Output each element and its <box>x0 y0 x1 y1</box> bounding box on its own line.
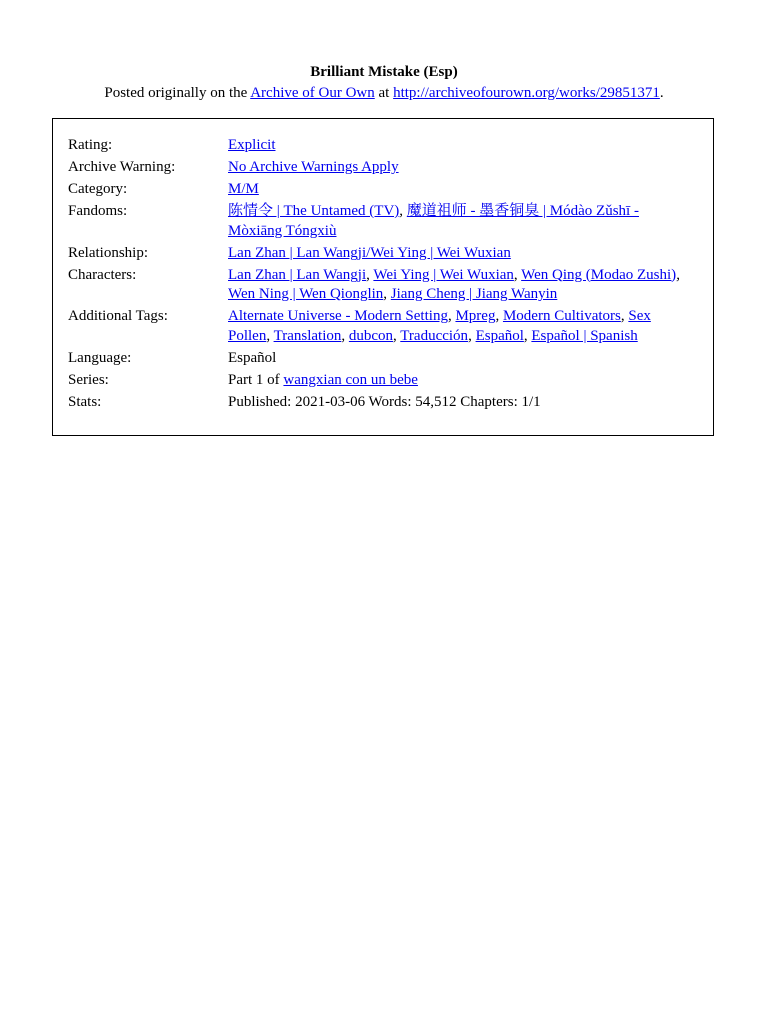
work-meta-box <box>52 118 714 436</box>
tag-link[interactable]: Lan Zhan | Lan Wangji <box>228 266 367 283</box>
additional-tags: Alternate Universe - Modern Setting, Mpreg, Modern Cultivators, Sex Pollen, Translation, dubcon, Traducción, Español, Español | Spanish <box>228 308 651 344</box>
work-title: Brilliant Mistake (Esp) <box>310 64 458 80</box>
tag-link[interactable]: Translation <box>273 327 342 344</box>
tag-link[interactable]: Español <box>475 327 524 344</box>
additional-tags-label: Additional Tags: <box>68 308 168 324</box>
warning-label: Archive Warning: <box>68 159 176 175</box>
posted-line <box>0 83 768 103</box>
rating-label: Rating: <box>68 137 113 153</box>
work-meta-table <box>68 136 698 415</box>
meta-row-series <box>68 371 698 391</box>
rating-tags <box>228 136 688 156</box>
tag-link[interactable]: Jiang Cheng | Jiang Wanyin <box>390 286 558 302</box>
at-text: at <box>374 85 394 101</box>
meta-row-category <box>68 180 698 200</box>
warning-tags <box>228 158 688 178</box>
tag-link[interactable]: Modern Cultivators <box>502 308 621 324</box>
series-prefix: Part 1 of <box>228 371 284 388</box>
tag-link[interactable]: No Archive Warnings Apply <box>228 159 399 175</box>
meta-row-fandoms <box>68 202 698 241</box>
fandoms-label: Fandoms: <box>68 203 128 219</box>
meta-row-characters <box>68 266 698 305</box>
tag-link[interactable]: Español | Spanish <box>531 327 638 344</box>
tag-link[interactable]: Mpreg <box>455 308 496 324</box>
work-url-link[interactable]: http://archiveofourown.org/works/29851371 <box>393 85 660 101</box>
meta-row-relationship <box>68 244 698 264</box>
series-label: Series: <box>68 371 109 388</box>
posted-prefix: Posted originally on the <box>104 85 251 101</box>
tag-link[interactable]: Alternate Universe - Modern Setting <box>228 308 448 324</box>
meta-row-rating <box>68 136 698 156</box>
tag-link[interactable]: Sex Pollen <box>228 308 651 344</box>
meta-row-stats <box>68 393 698 413</box>
language-value: Español <box>228 349 277 366</box>
tag-link[interactable]: Wei Ying | Wei Wuxian <box>373 266 514 283</box>
characters-tags: Lan Zhan | Lan Wangji, Wei Ying | Wei Wuxian, Wen Qing (Modao Zushi), Wen Ning | Wen Qionglin, Jiang Cheng | Jiang Wanyin <box>228 266 680 302</box>
tag-link[interactable]: Lan Zhan | Lan Wangji/Wei Ying | Wei Wuxian <box>228 244 511 261</box>
meta-row-warning <box>68 158 698 178</box>
tag-link[interactable]: M/M <box>228 181 259 197</box>
characters-label: Characters: <box>68 266 137 283</box>
meta-row-additional-tags <box>68 307 698 346</box>
series-value <box>228 371 688 391</box>
tag-link[interactable]: Traducción <box>400 327 469 344</box>
tag-link[interactable]: Wen Ning | Wen Qionglin <box>228 286 384 302</box>
stats-label: Stats: <box>68 393 102 410</box>
relationship-label: Relationship: <box>68 244 148 261</box>
archive-link[interactable]: Archive of Our Own <box>250 85 375 101</box>
stats-value: Published: 2021-03-06 Words: 54,512 Chapters: 1/1 <box>228 393 541 410</box>
category-label: Category: <box>68 181 128 197</box>
period: . <box>659 85 664 101</box>
work-header <box>0 62 768 103</box>
series-link[interactable]: wangxian con un bebe <box>283 371 418 388</box>
tag-link[interactable]: dubcon <box>348 327 394 344</box>
language-label: Language: <box>68 349 132 366</box>
category-tags <box>228 180 688 200</box>
fandoms-tags: 陈情令 | The Untamed (TV), 魔道祖师 - 墨香铜臭 | Módào Zǔshī - Mòxiāng Tóngxiù <box>228 203 639 239</box>
relationship-tags <box>228 244 688 264</box>
meta-row-language <box>68 349 698 369</box>
tag-link[interactable]: Explicit <box>228 137 276 153</box>
tag-link[interactable]: Wen Qing (Modao Zushi) <box>521 266 677 283</box>
tag-link[interactable]: 魔道祖师 - 墨香铜臭 | Módào Zǔshī - Mòxiāng Tóngxiù <box>228 203 639 239</box>
tag-link[interactable]: 陈情令 | The Untamed (TV) <box>228 203 400 219</box>
